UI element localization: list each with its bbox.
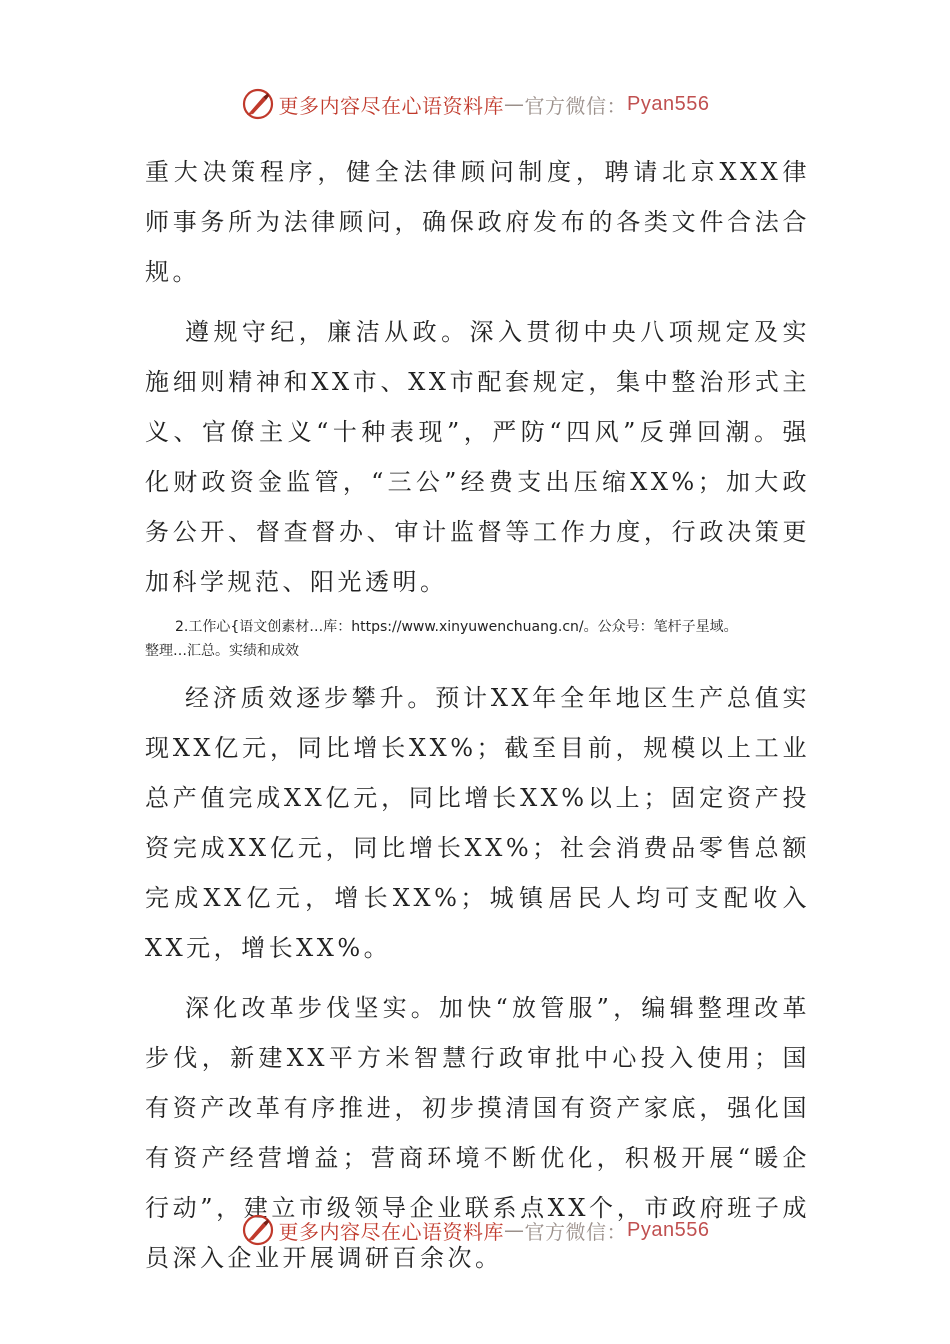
banner-handle: Pyan556 <box>627 92 710 115</box>
banner-main-text: 更多内容尽在心语资料库 <box>278 1219 505 1244</box>
section-heading-note <box>145 615 810 663</box>
banner-dash: — <box>504 92 525 116</box>
paragraph: 深化改革步伐坚实。加快“放管服”，编辑整理改革步伐，新建XX平方米智慧行政审批中心投入使用；国有资产改革有序推进，初步摸清国有资产家底，强化国有资产经营增益；营商环境不断优化，积极开展“暖企行动”，建立市级领导企业联系点XX个，市政府班子成员深入企业开展调研百余次。 <box>145 994 810 1272</box>
banner-sub-text: 官方微信： <box>524 1219 628 1244</box>
banner-handle: Pyan556 <box>627 1218 710 1241</box>
banner-main-text: 更多内容尽在心语资料库 <box>278 93 505 118</box>
paragraph: 经济质效逐步攀升。预计XX年全年地区生产总值实现XX亿元，同比增长XX%；截至目前，规模以上工业总产值完成XX亿元，同比增长XX%以上；固定资产投资完成XX亿元，同比增长XX%；社会消费品零售总额完成XX亿元，增长XX%；城镇居民人均可支配收入XX元，增长XX%。 <box>145 684 810 962</box>
footer-banner <box>0 1210 950 1250</box>
banner-dash: — <box>504 1218 525 1242</box>
paragraph: 重大决策程序，健全法律顾问制度，聘请北京XXX律师事务所为法律顾问，确保政府发布的各类文件合法合规。 <box>145 158 810 286</box>
header-banner <box>0 84 950 124</box>
paragraph: 遵规守纪，廉洁从政。深入贯彻中央八项规定及实施细则精神和XX市、XX市配套规定，集中整治形式主义、官僚主义“十种表现”，严防“四风”反弹回潮。强化财政资金监管，“三公”经费支出压缩XX%；加大政务公开、督查督办、审计监督等工作力度，行政决策更加科学规范、阳光透明。 <box>145 318 810 596</box>
heading-note-line2: 整理…汇总。实绩和成效 <box>145 643 299 659</box>
banner-sub-text: 官方微信： <box>524 93 628 118</box>
document-body <box>145 147 810 1283</box>
pen-quill-icon <box>241 1213 275 1247</box>
pen-quill-icon <box>241 87 275 121</box>
heading-note-line1: 2.工作心{语文创素材…库：https://www.xinyuwenchuang.cn/。公众号：笔杆子星域。 <box>175 619 738 635</box>
